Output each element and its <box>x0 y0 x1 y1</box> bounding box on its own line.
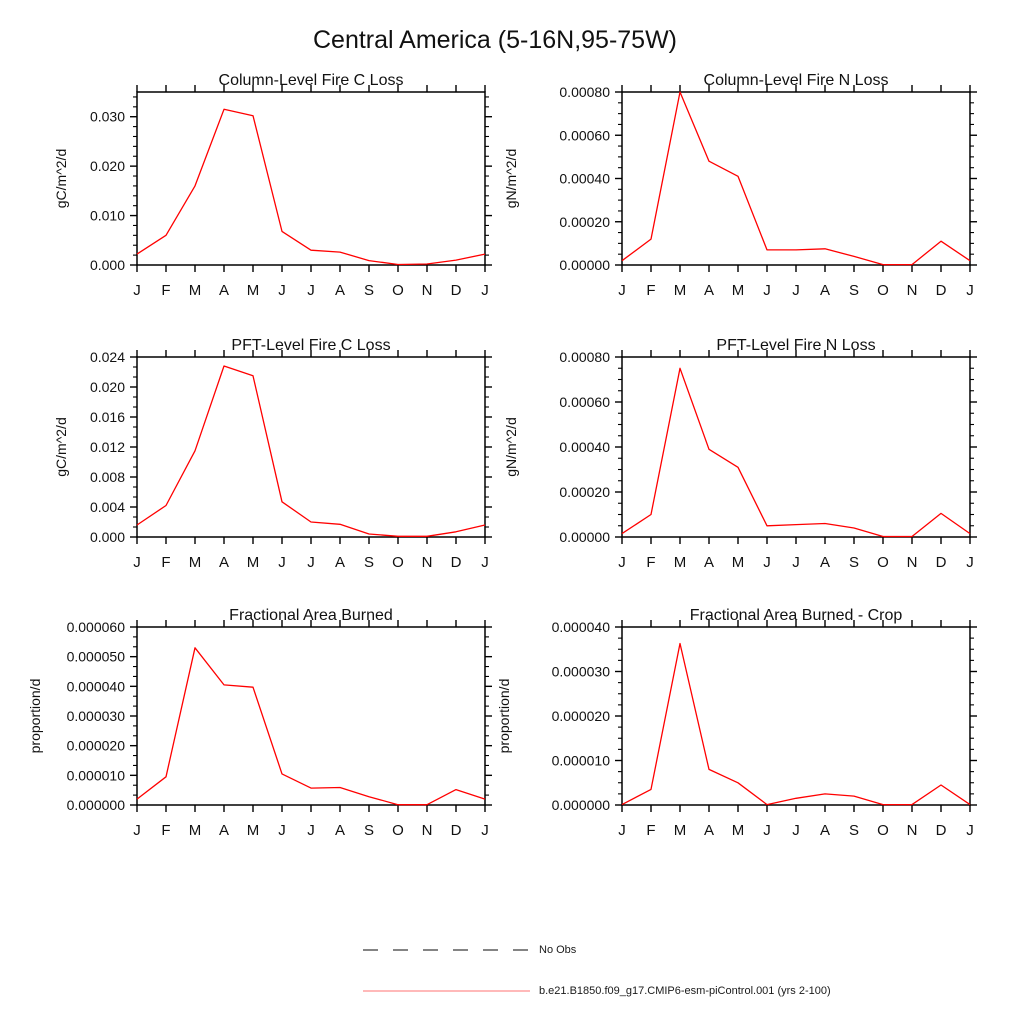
x-tick-label: J <box>618 282 626 299</box>
x-tick-label: J <box>966 822 974 839</box>
x-tick-label: O <box>877 822 889 839</box>
y-tick-label: 0.030 <box>89 108 125 125</box>
x-tick-label: A <box>218 554 230 571</box>
x-tick-label: N <box>906 822 918 839</box>
x-tick-label: D <box>935 822 947 839</box>
x-tick-label: S <box>363 282 375 299</box>
y-tick-label: 0.00040 <box>559 439 610 455</box>
x-tick-label: O <box>877 554 889 571</box>
x-tick-label: S <box>363 822 375 839</box>
y-tick-label: 0.000010 <box>551 752 610 769</box>
y-tick-label: 0.00060 <box>559 394 610 410</box>
x-tick-label: N <box>906 554 918 571</box>
x-tick-label: F <box>161 822 171 839</box>
x-tick-label: M <box>246 282 260 299</box>
x-tick-label: J <box>278 822 286 839</box>
plot-frame <box>137 627 485 805</box>
x-tick-label: D <box>450 554 462 571</box>
x-tick-label: A <box>819 822 831 839</box>
y-axis-label: gC/m^2/d <box>53 417 69 477</box>
plot-frame <box>137 357 485 537</box>
x-tick-label: D <box>450 822 462 839</box>
y-tick-label: 0.000040 <box>551 619 610 635</box>
legend-label-series: b.e21.B1850.f09_g17.CMIP6-esm-piControl.001 (yrs 2-100) <box>539 985 831 997</box>
x-tick-label: J <box>278 554 286 571</box>
y-tick-label: 0.000060 <box>66 619 125 635</box>
series-line <box>622 368 970 536</box>
x-tick-label: M <box>731 822 745 839</box>
chart-title: Column-Level Fire C Loss <box>218 72 404 89</box>
x-tick-label: J <box>481 554 489 571</box>
x-tick-label: O <box>877 282 889 299</box>
y-tick-label: 0.004 <box>89 499 125 515</box>
x-tick-label: O <box>392 822 404 839</box>
x-tick-label: A <box>703 282 715 299</box>
y-tick-label: 0.00020 <box>559 484 610 500</box>
x-tick-label: J <box>618 554 626 571</box>
chart-5 <box>496 607 977 839</box>
y-tick-label: 0.000020 <box>551 708 610 724</box>
x-tick-label: J <box>792 554 800 571</box>
x-tick-label: J <box>792 282 800 299</box>
x-tick-label: O <box>392 554 404 571</box>
chart-2 <box>53 337 492 571</box>
y-tick-label: 0.00040 <box>559 170 610 187</box>
y-tick-label: 0.000050 <box>66 648 125 665</box>
y-axis-label: gN/m^2/d <box>503 148 519 209</box>
x-tick-label: A <box>703 554 715 571</box>
chart-title: Fractional Area Burned - Crop <box>689 607 903 624</box>
y-axis-label: gN/m^2/d <box>503 417 519 477</box>
x-tick-label: M <box>673 282 687 299</box>
x-tick-label: A <box>334 822 346 839</box>
y-tick-label: 0.008 <box>89 469 125 485</box>
x-tick-label: A <box>334 282 346 299</box>
x-tick-label: N <box>421 822 433 839</box>
y-tick-label: 0.000030 <box>66 708 125 724</box>
chart-0 <box>53 72 492 299</box>
x-tick-label: M <box>246 822 260 839</box>
y-tick-label: 0.020 <box>89 158 125 175</box>
x-tick-label: J <box>133 282 141 299</box>
x-tick-label: S <box>363 554 375 571</box>
x-tick-label: M <box>188 822 202 839</box>
y-tick-label: 0.000030 <box>551 663 610 680</box>
x-tick-label: A <box>819 554 831 571</box>
y-tick-label: 0.00020 <box>559 213 610 230</box>
y-tick-label: 0.000040 <box>66 678 125 695</box>
x-tick-label: J <box>618 822 626 839</box>
x-tick-label: J <box>792 822 800 839</box>
plot-frame <box>622 92 970 265</box>
chart-title: PFT-Level Fire C Loss <box>231 337 391 354</box>
x-tick-label: M <box>673 822 687 839</box>
x-tick-label: F <box>646 554 656 571</box>
plot-frame <box>622 357 970 537</box>
y-axis-label: proportion/d <box>496 678 512 754</box>
x-tick-label: J <box>133 822 141 839</box>
y-tick-label: 0.00000 <box>559 257 610 273</box>
x-tick-label: A <box>703 822 715 839</box>
x-tick-label: J <box>307 554 315 571</box>
x-tick-label: M <box>731 282 745 299</box>
x-tick-label: J <box>307 822 315 839</box>
y-tick-label: 0.000000 <box>66 797 125 813</box>
series-line <box>622 92 970 265</box>
series-line <box>137 648 485 805</box>
page-title: Central America (5-16N,95-75W) <box>312 26 677 54</box>
x-tick-label: S <box>848 554 860 571</box>
x-tick-label: J <box>763 554 771 571</box>
x-tick-label: J <box>278 282 286 299</box>
x-tick-label: M <box>188 282 202 299</box>
x-tick-label: F <box>161 282 171 299</box>
y-tick-label: 0.00080 <box>559 84 610 100</box>
x-tick-label: A <box>218 282 230 299</box>
x-tick-label: F <box>646 282 656 299</box>
chart-3 <box>503 337 977 571</box>
y-tick-label: 0.00000 <box>559 529 610 545</box>
x-tick-label: D <box>450 282 462 299</box>
x-tick-label: M <box>673 554 687 571</box>
x-tick-label: J <box>481 282 489 299</box>
chart-title: Fractional Area Burned <box>229 607 393 624</box>
legend-label-no-obs: No Obs <box>539 944 577 956</box>
y-tick-label: 0.000000 <box>551 797 610 813</box>
x-tick-label: N <box>421 282 433 299</box>
y-tick-label: 0.024 <box>89 349 125 365</box>
y-tick-label: 0.000010 <box>66 767 125 784</box>
chart-4 <box>27 607 492 839</box>
y-tick-label: 0.00080 <box>559 349 610 365</box>
plot-frame <box>622 627 970 805</box>
x-tick-label: N <box>906 282 918 299</box>
x-tick-label: M <box>188 554 202 571</box>
x-tick-label: J <box>133 554 141 571</box>
x-tick-label: F <box>646 822 656 839</box>
series-line <box>137 366 485 536</box>
y-tick-label: 0.020 <box>89 379 125 395</box>
y-tick-label: 0.010 <box>89 207 125 224</box>
x-tick-label: J <box>481 822 489 839</box>
series-line <box>137 109 485 264</box>
x-tick-label: O <box>392 282 404 299</box>
x-tick-label: D <box>935 554 947 571</box>
x-tick-label: A <box>819 282 831 299</box>
x-tick-label: J <box>763 282 771 299</box>
x-tick-label: M <box>731 554 745 571</box>
x-tick-label: S <box>848 282 860 299</box>
plot-frame <box>137 92 485 265</box>
y-axis-label: gC/m^2/d <box>53 148 69 209</box>
series-line <box>622 644 970 805</box>
x-tick-label: M <box>246 554 260 571</box>
x-tick-label: J <box>307 282 315 299</box>
y-tick-label: 0.000 <box>89 529 125 545</box>
y-tick-label: 0.012 <box>89 439 125 455</box>
x-tick-label: J <box>966 282 974 299</box>
y-tick-label: 0.016 <box>89 409 125 425</box>
x-tick-label: A <box>334 554 346 571</box>
chart-title: Column-Level Fire N Loss <box>703 72 889 89</box>
y-axis-label: proportion/d <box>27 678 43 754</box>
x-tick-label: N <box>421 554 433 571</box>
y-tick-label: 0.000 <box>89 257 125 273</box>
x-tick-label: D <box>935 282 947 299</box>
x-tick-label: A <box>218 822 230 839</box>
chart-title: PFT-Level Fire N Loss <box>716 337 876 354</box>
y-tick-label: 0.000020 <box>66 737 125 754</box>
y-tick-label: 0.00060 <box>559 127 610 144</box>
x-tick-label: S <box>848 822 860 839</box>
x-tick-label: F <box>161 554 171 571</box>
x-tick-label: J <box>763 822 771 839</box>
chart-1 <box>503 72 977 299</box>
x-tick-label: J <box>966 554 974 571</box>
